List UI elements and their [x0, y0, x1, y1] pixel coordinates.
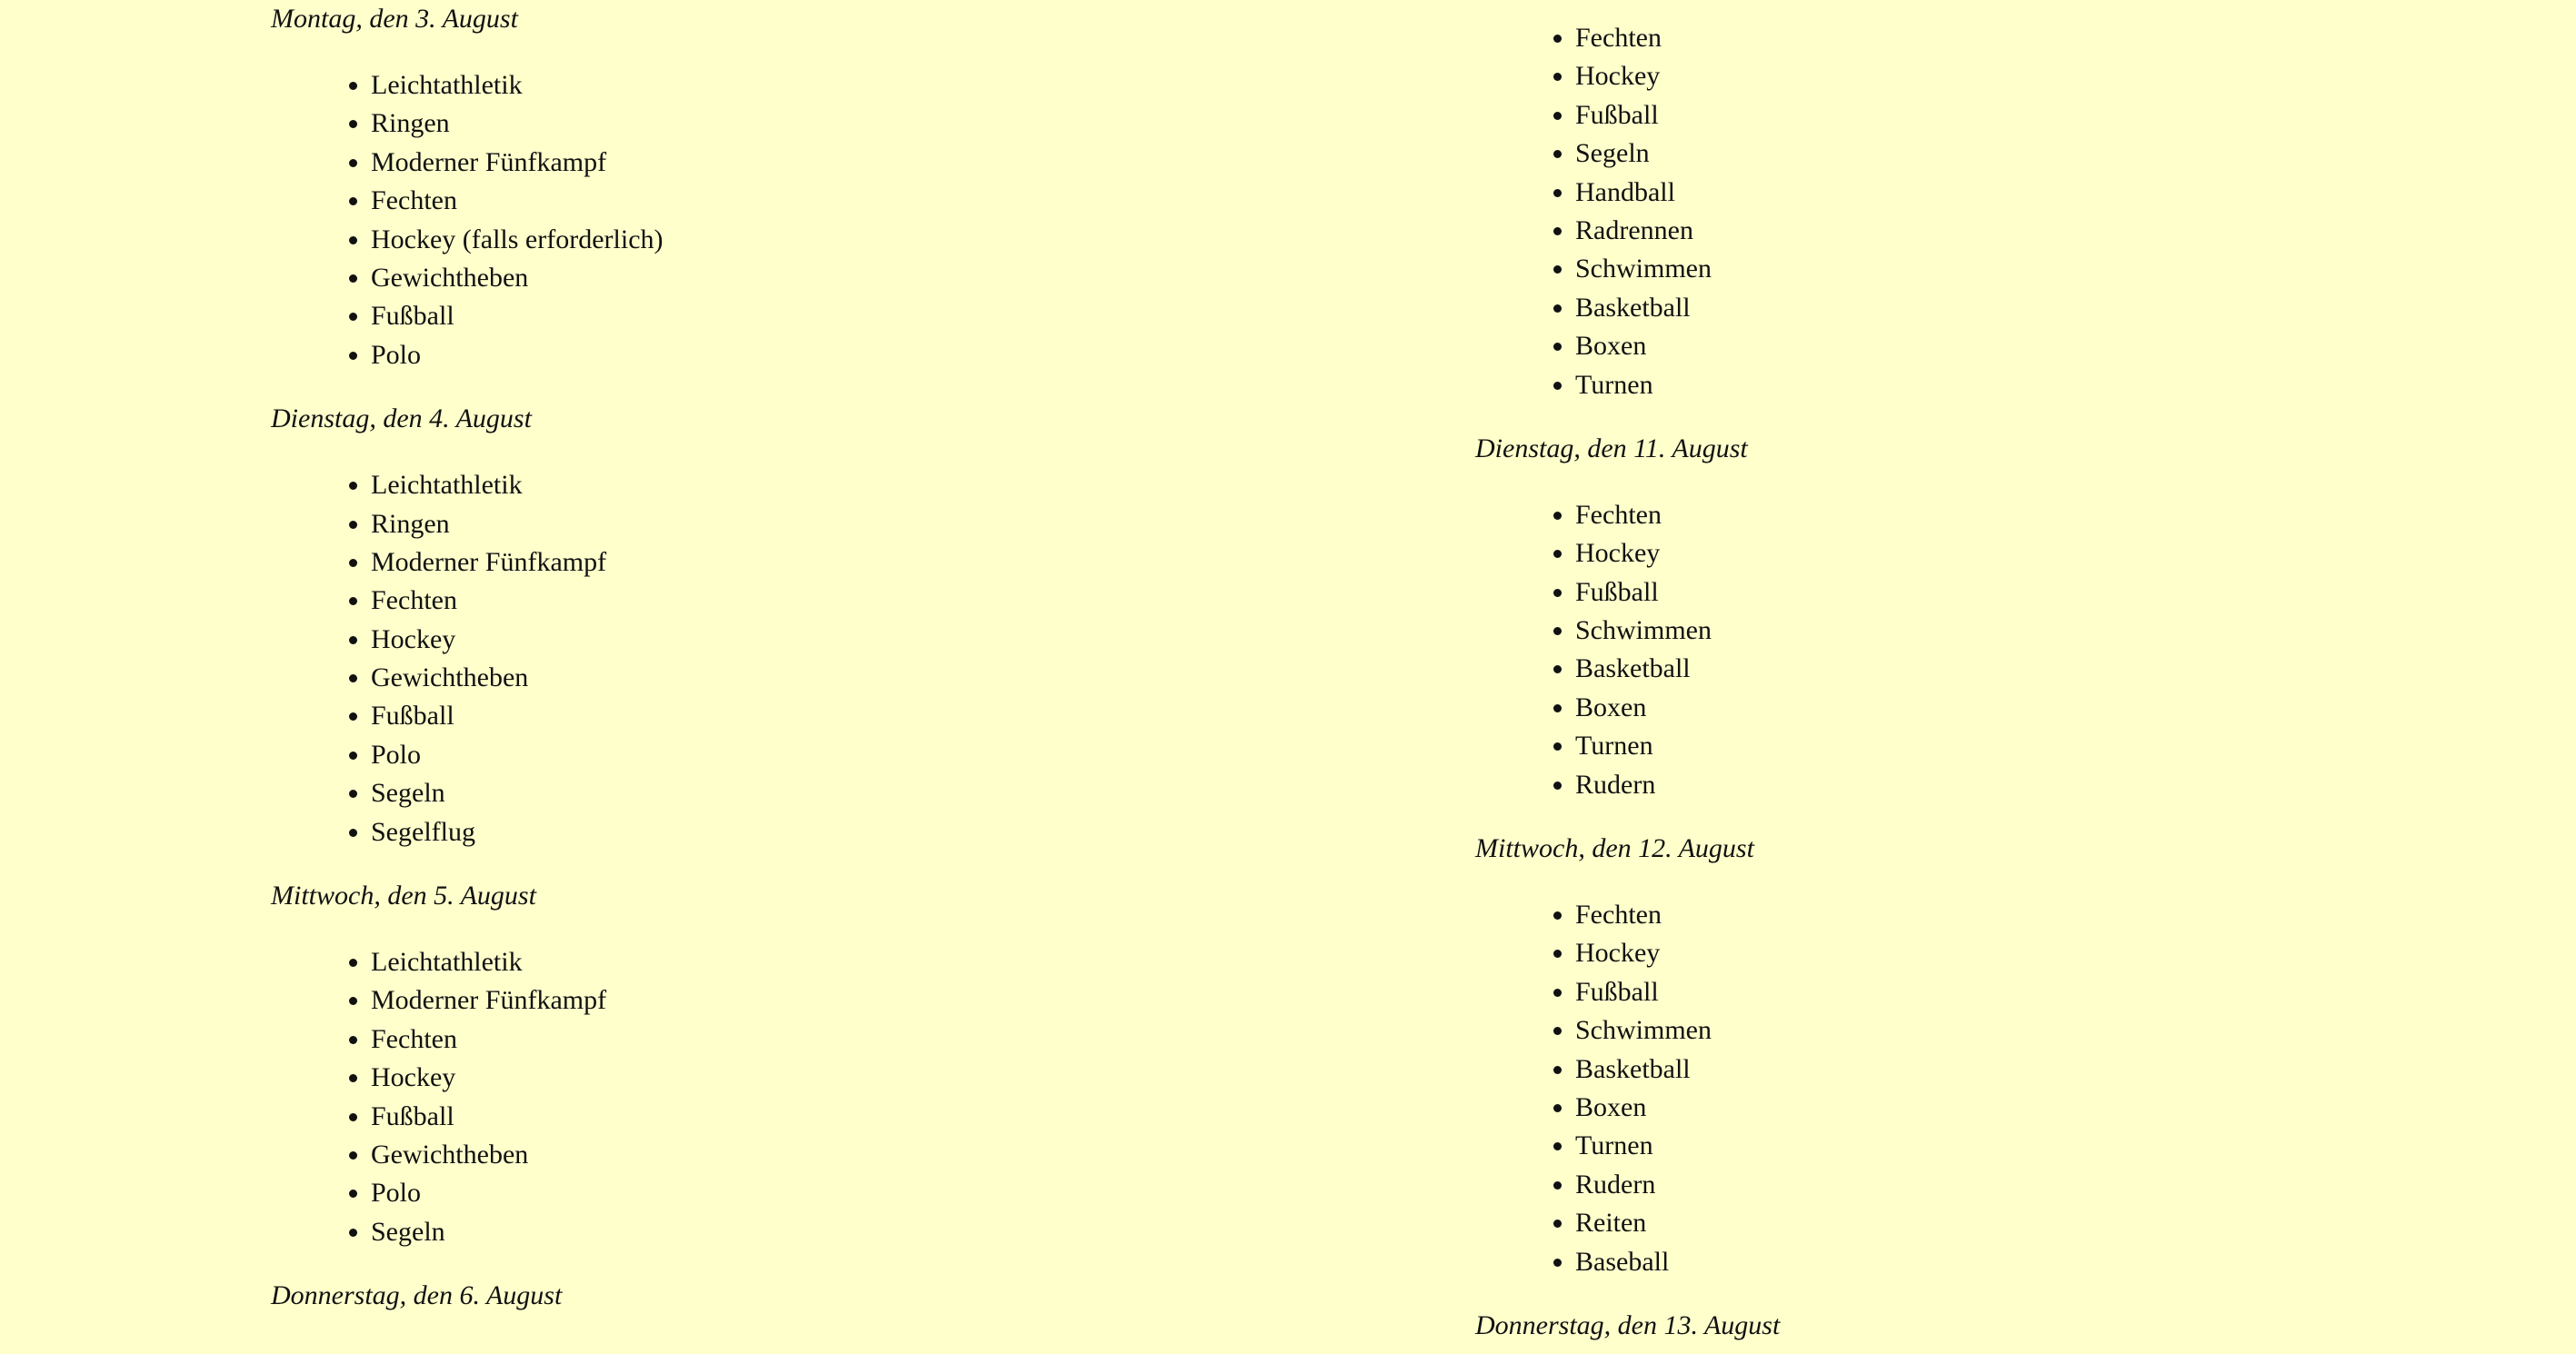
day-heading: Mittwoch, den 12. August: [1475, 833, 1754, 864]
event-item: • Fußball: [1575, 973, 2475, 1011]
event-item: • Leichtathletik: [371, 466, 1271, 504]
event-item: • Polo: [371, 736, 1271, 774]
event-item: • Moderner Fünfkampf: [371, 144, 1271, 182]
event-item: • Schwimmen: [1575, 612, 2475, 650]
event-item: • Radrennen: [1575, 212, 2475, 250]
event-item: • Fechten: [371, 1020, 1271, 1059]
event-item: • Moderner Fünfkampf: [371, 543, 1271, 582]
day-section: [271, 1277, 1271, 1315]
event-item: • Ringen: [371, 505, 1271, 543]
event-item: • Turnen: [1575, 366, 2475, 404]
event-item: • Fußball: [371, 297, 1271, 335]
event-list: [1475, 19, 2475, 404]
event-list: [271, 66, 1271, 374]
event-item: • Basketball: [1575, 289, 2475, 327]
event-item: • Fechten: [371, 582, 1271, 620]
event-item: • Fußball: [1575, 573, 2475, 612]
event-item: • Hockey: [371, 1059, 1271, 1097]
day-heading: Donnerstag, den 6. August: [271, 1280, 563, 1311]
event-item: • Hockey: [1575, 534, 2475, 572]
event-list: [1475, 896, 2475, 1281]
event-item: • Fechten: [1575, 19, 2475, 57]
event-item: • Turnen: [1575, 727, 2475, 765]
event-item: • Baseball: [1575, 1243, 2475, 1281]
event-item: • Fechten: [371, 182, 1271, 220]
event-item: • Gewichtheben: [371, 659, 1271, 697]
event-item: • Turnen: [1575, 1127, 2475, 1165]
event-list: [1475, 496, 2475, 804]
event-item: • Ringen: [371, 105, 1271, 143]
event-item: • Boxen: [1575, 1089, 2475, 1127]
event-list: [271, 943, 1271, 1251]
event-item: • Gewichtheben: [371, 259, 1271, 297]
right-column: [1475, 0, 2475, 1345]
event-item: • Segeln: [371, 774, 1271, 812]
event-item: • Polo: [371, 336, 1271, 374]
day-section: [271, 400, 1271, 877]
left-column: [271, 0, 1271, 1315]
day-heading: Montag, den 3. August: [271, 4, 518, 34]
event-item: • Fußball: [1575, 96, 2475, 134]
event-item: • Polo: [371, 1174, 1271, 1212]
event-item: • Hockey: [1575, 934, 2475, 972]
day-section: [271, 877, 1271, 1277]
event-item: • Schwimmen: [1575, 250, 2475, 288]
event-item: • Hockey: [1575, 57, 2475, 95]
event-item: • Leichtathletik: [371, 66, 1271, 105]
day-heading: Donnerstag, den 13. August: [1475, 1309, 1781, 1340]
event-item: • Schwimmen: [1575, 1011, 2475, 1050]
event-item: • Moderner Fünfkampf: [371, 981, 1271, 1020]
event-item: • Hockey: [371, 621, 1271, 659]
event-list: [271, 466, 1271, 851]
event-item: • Hockey (falls erforderlich): [371, 221, 1271, 259]
event-item: • Segelflug: [371, 813, 1271, 851]
event-item: • Basketball: [1575, 650, 2475, 688]
event-item: • Boxen: [1575, 689, 2475, 727]
event-item: • Rudern: [1575, 1166, 2475, 1204]
day-heading: Mittwoch, den 5. August: [271, 881, 536, 911]
event-item: • Basketball: [1575, 1050, 2475, 1089]
event-item: • Fußball: [371, 1098, 1271, 1136]
day-section: [1475, 430, 2475, 830]
day-section-continued: [1475, 19, 2475, 430]
event-item: • Segeln: [371, 1213, 1271, 1251]
event-item: • Fechten: [1575, 496, 2475, 534]
day-heading: Dienstag, den 4. August: [271, 403, 532, 434]
event-item: • Handball: [1575, 174, 2475, 212]
day-heading: Dienstag, den 11. August: [1475, 433, 1748, 463]
event-item: • Segeln: [1575, 134, 2475, 173]
event-item: • Boxen: [1575, 327, 2475, 365]
event-item: • Fußball: [371, 697, 1271, 735]
event-item: • Reiten: [1575, 1204, 2475, 1242]
event-item: • Rudern: [1575, 766, 2475, 804]
day-section: [1475, 830, 2475, 1307]
event-item: • Fechten: [1575, 896, 2475, 934]
event-item: • Gewichtheben: [371, 1136, 1271, 1174]
day-section: [271, 0, 1271, 400]
event-item: • Leichtathletik: [371, 943, 1271, 981]
day-section: [1475, 1307, 2475, 1345]
